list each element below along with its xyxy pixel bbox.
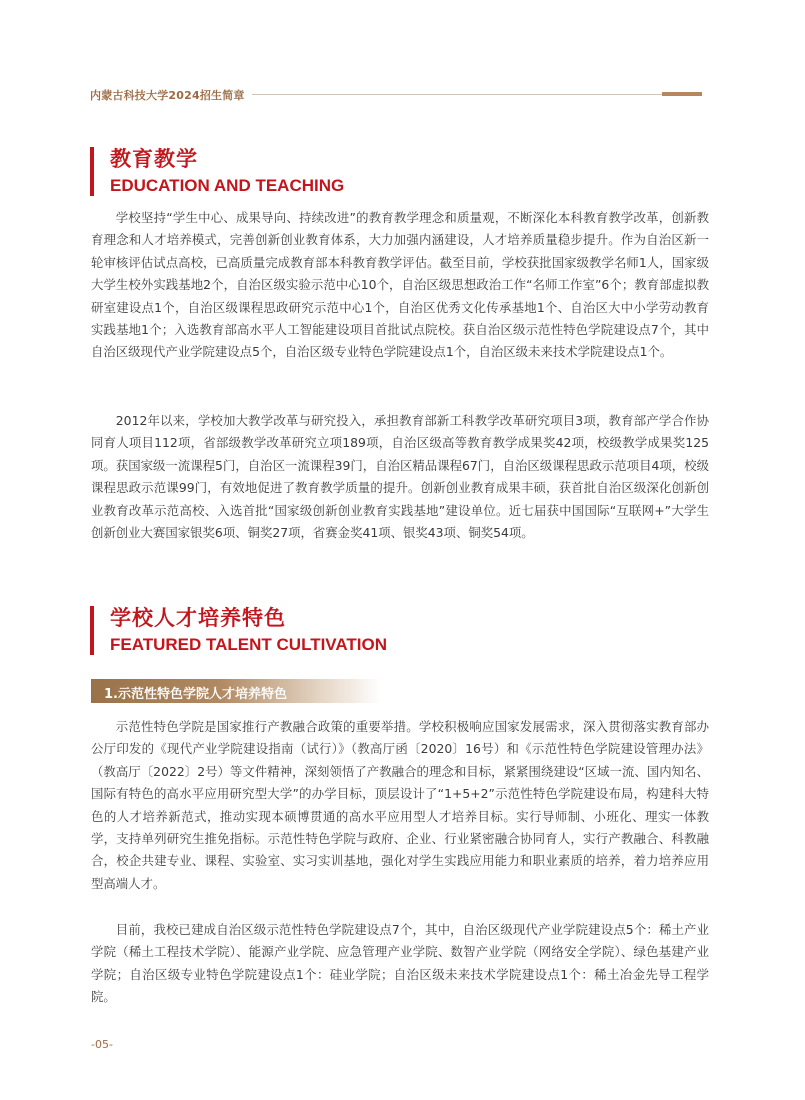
brochure-title: 内蒙古科技大学2024招生简章 — [90, 89, 245, 102]
page-number: -05- — [91, 1038, 113, 1051]
section-title-en: EDUCATION AND TEACHING — [110, 176, 345, 195]
section-heading-education — [90, 147, 344, 196]
paragraph: 目前，我校已建成自治区级示范性特色学院建设点7个，其中，自治区级现代产业学院建设点5个：稀土产业学院（稀土工程技术学院）、能源产业学院、应急管理产业学院、数智产业学院（网络安全学院）、绿色基建产业学院；自治区级专业特色学院建设点1个：硅业学院；自治区级未来技术学院建设点1个：稀土冶金先导工程学院。 — [91, 922, 709, 1005]
paragraph: 学校坚持“学生中心、成果导向、持续改进”的教育教学理念和质量观，不断深化本科教育教学改革，创新教育理念和人才培养模式，完善创新创业教育体系，大力加强内涵建设，人才培养质量稳步提升。作为自治区新一轮审核评估试点高校，已高质量完成教育部本科教育教学评估。截至目前，学校获批国家级教学名师1人，国家级大学生校外实践基地2个，自治区级实验示范中心10个，自治区级思想政治工作“名师工作室”6个；教育部虚拟教研室建设点1个，自治区级课程思政研究示范中心1个，自治区优秀文化传承基地1个、自治区大中小学劳动教育实践基地1个；入选教育部高水平人工智能建设项目首批试点院校。获自治区级示范性特色学院建设点7个，其中自治区级现代产业学院建设点5个，自治区级专业特色学院建设点1个，自治区级未来技术学院建设点1个。 — [91, 210, 709, 360]
paragraph: 2012年以来，学校加大教学改革与研究投入，承担教育部新工科教学改革研究项目3项，教育部产学合作协同育人项目112项，省部级教学改革研究立项189项，自治区级高等教育教学成果奖42项，校级教学成果奖125项。获国家级一流课程5门，自治区一流课程39门，自治区精品课程67门，自治区级课程思政示范项目4项，校级课程思政示范课99门，有效地促进了教育教学质量的提升。创新创业教育成果丰硕，获首批自治区级深化创新创业教育改革示范高校、入选首批“国家级创新创业教育实践基地”建设单位。近七届获中国国际“互联网+”大学生创新创业大赛国家银奖6项、铜奖27项，省赛金奖41项、银奖43项、铜奖54项。 — [91, 413, 709, 541]
subsection-title: 1.示范性特色学院人才培养特色 — [104, 687, 287, 702]
paragraph: 示范性特色学院是国家推行产教融合政策的重要举措。学校积极响应国家发展需求，深入贯彻落实教育部办公厅印发的《现代产业学院建设指南（试行）》（教高厅函〔2020〕16号）和《示范性特色学院建设管理办法》（教高厅〔2022〕2号）等文件精神，深刻领悟了产教融合的理念和目标，紧紧围绕建设“区域一流、国内知名、国际有特色的高水平应用研究型大学”的办学目标，顶层设计了“1+5+2”示范性特色学院建设布局，构建科大特色的人才培养新范式，推动实现本硕博贯通的高水平应用型人才培养目标。实行导师制、小班化、理实一体教学，支持单列研究生推免指标。示范性特色学院与政府、企业、行业紧密融合协同育人，实行产教融合、科教融合，校企共建专业、课程、实验室、实习实训基地，强化对学生实践应用能力和职业素质的培养，着力培养应用型高端人才。 — [91, 719, 709, 891]
section-heading-talent — [90, 606, 387, 655]
header-accent-bar — [662, 92, 702, 96]
section-title-zh: 学校人才培养特色 — [110, 606, 286, 630]
subsection-banner — [91, 679, 381, 703]
section-title-en: FEATURED TALENT CULTIVATION — [110, 635, 388, 654]
section-title-zh: 教育教学 — [110, 147, 198, 171]
header-divider — [252, 94, 662, 95]
